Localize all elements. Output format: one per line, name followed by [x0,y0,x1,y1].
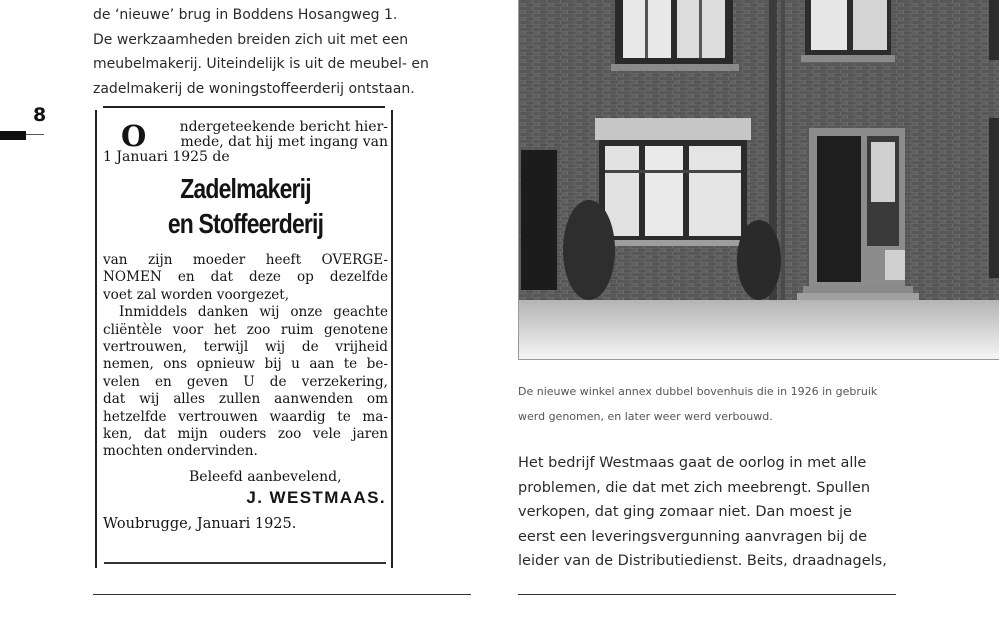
advertisement-body-line: nemen, ons opnieuw bij u aan te be- [103,356,388,373]
photo-caption [518,379,898,429]
shop-photo [518,0,999,360]
advertisement-bottom-rule [104,562,386,564]
right-body-paragraph [518,451,898,574]
intro-line: de ‘nieuwe’ brug in Boddens Hosangweg 1. [93,7,398,23]
caption-line: werd genomen, en later weer werd verbouwd. [518,410,773,423]
intro-line: De werkzaamheden breiden zich uit met een [93,31,409,48]
advertisement-body-line: ken, dat mijn ouders zoo vele jaren [103,426,388,443]
page-number-rule [26,134,44,135]
intro-paragraph [93,3,453,101]
left-column-bottom-rule [93,594,471,595]
caption-line: De nieuwe winkel annex dubbel bovenhuis die in 1926 in gebruik [518,385,878,398]
advertisement-left-border [95,110,97,568]
body-line: eerst een leveringsvergunning aanvragen bij de [518,528,868,545]
intro-line: zadelmakerij de woningstoffeerderij ontstaan. [93,80,415,97]
advertisement-headline-line: Zadelmakerij [180,173,311,204]
advertisement-closing: Beleefd aanbevelend, [189,468,342,485]
advertisement-opening-line: ndergeteekende bericht hier- [179,119,388,135]
page-number-tab [0,131,26,140]
advertisement-body-line: hetzelfde vertrouwen waardig te ma- [103,408,388,425]
advertisement-opening-line: 1 Januari 1925 de [103,149,230,165]
advertisement-body-line: Inmiddels danken wij onze geachte [119,304,388,321]
advertisement-signature: J. WESTMAAS. [246,487,386,507]
advertisement-headline [129,171,363,241]
advertisement-body-line: cliëntèle voor het zoo ruim genotene [103,321,388,338]
body-line: verkopen, dat ging zomaar niet. Dan moest je [518,504,852,521]
body-line: Het bedrijf Westmaas gaat de oorlog in met alle [518,455,867,471]
body-line: leider van de Distributiedienst. Beits, draadnagels, [518,553,887,570]
advertisement-opening-line: mede, dat hij met ingang van [180,134,388,150]
advertisement-body [103,252,388,461]
advertisement-right-border [391,110,393,568]
advertisement-body-line: van zijn moeder heeft OVERGE- [103,252,388,268]
advertisement-opening [103,120,388,165]
advertisement-top-rule [103,106,385,108]
page-number: 8 [33,104,47,126]
intro-line: meubelmakerij. Uiteindelijk is uit de meubel- en [93,56,429,72]
advertisement-body-line: velen en geven U de verzekering, [103,373,388,390]
advertisement-body-line: NOMEN en dat deze op dezelfde [103,269,388,286]
advertisement-body-line: vertrouwen, terwijl wij de vrijheid [103,339,388,356]
advertisement-body-line: mochten ondervinden. [103,443,258,460]
advertisement-body-line: voet zal worden voorgezet, [103,286,290,303]
advertisement-place-date: Woubrugge, Januari 1925. [103,515,297,532]
newspaper-advertisement [103,120,388,532]
body-line: problemen, die dat met zich meebrengt. Spullen [518,479,871,496]
advertisement-body-line: dat wij alles zullen aanwenden om [103,391,388,408]
right-column-bottom-rule [518,594,896,595]
advertisement-dropcap: O [121,119,147,153]
advertisement-headline-line: en Stoffeerderij [167,208,324,239]
